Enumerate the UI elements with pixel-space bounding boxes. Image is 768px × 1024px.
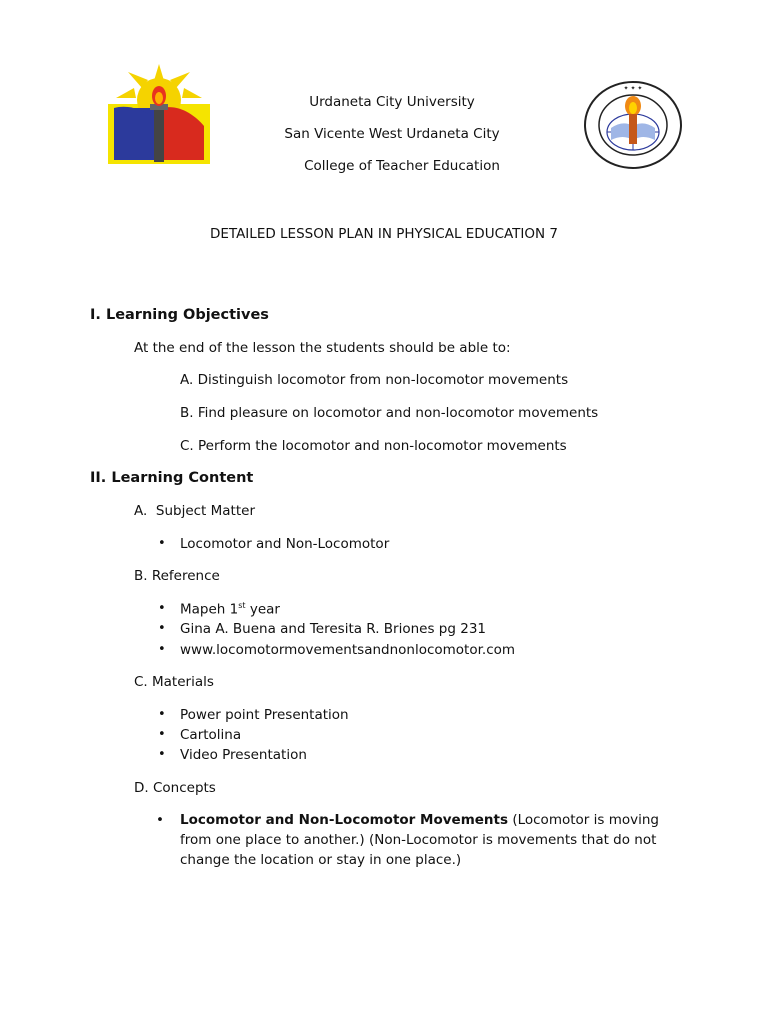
section-learning-objectives-heading: I. Learning Objectives [90, 307, 269, 323]
university-logo [108, 64, 210, 166]
bullet-icon: • [158, 747, 166, 762]
concept-term: Locomotor and Non-Locomotor Movements [180, 812, 509, 828]
bullet-icon: • [158, 727, 166, 742]
bullet-icon: • [158, 642, 166, 657]
subject-matter-label: A. Subject Matter [134, 503, 255, 519]
section-learning-content-heading: II. Learning Content [90, 470, 254, 486]
concept-definition: (Locomotor is moving from one place to another.) (Non-Locomotor is movements that do not change the location or stay in one place.) [180, 812, 659, 868]
list-item: • Locomotor and Non-Locomotor [158, 536, 390, 552]
college-name: College of Teacher Education [304, 158, 500, 174]
list-item: • Cartolina [158, 727, 242, 743]
objectives-intro: At the end of the lesson the students should be able to: [134, 340, 511, 356]
reference-label: B. Reference [134, 568, 220, 584]
bullet-icon: • [158, 707, 166, 722]
bullet-icon: • [158, 536, 166, 551]
list-item: • Mapeh 1st year [158, 601, 280, 618]
objective-item: B. Find pleasure on locomotor and non-locomotor movements [180, 405, 599, 421]
objective-item: C. Perform the locomotor and non-locomotor movements [180, 438, 567, 454]
university-address: San Vicente West Urdaneta City [284, 126, 500, 142]
list-item: • Power point Presentation [158, 707, 349, 723]
document-title: DETAILED LESSON PLAN IN PHYSICAL EDUCATION 7 [209, 226, 559, 242]
university-name: Urdaneta City University [309, 94, 475, 110]
list-item: • Gina A. Buena and Teresita R. Briones pg 231 [158, 621, 486, 637]
reference-link[interactable]: • www.locomotormovementsandnonlocomotor.com [158, 642, 516, 658]
objective-item: A. Distinguish locomotor from non-locomotor movements [180, 372, 569, 388]
svg-text:✦ ✦ ✦: ✦ ✦ ✦ [623, 85, 643, 92]
concepts-label: D. Concepts [134, 780, 216, 796]
materials-label: C. Materials [134, 674, 214, 690]
college-seal [583, 80, 683, 170]
list-item: • Video Presentation [158, 747, 307, 763]
bullet-icon: • [158, 601, 166, 616]
bullet-icon: • [156, 812, 164, 828]
bullet-icon: • [158, 621, 166, 636]
concept-item [156, 810, 685, 870]
